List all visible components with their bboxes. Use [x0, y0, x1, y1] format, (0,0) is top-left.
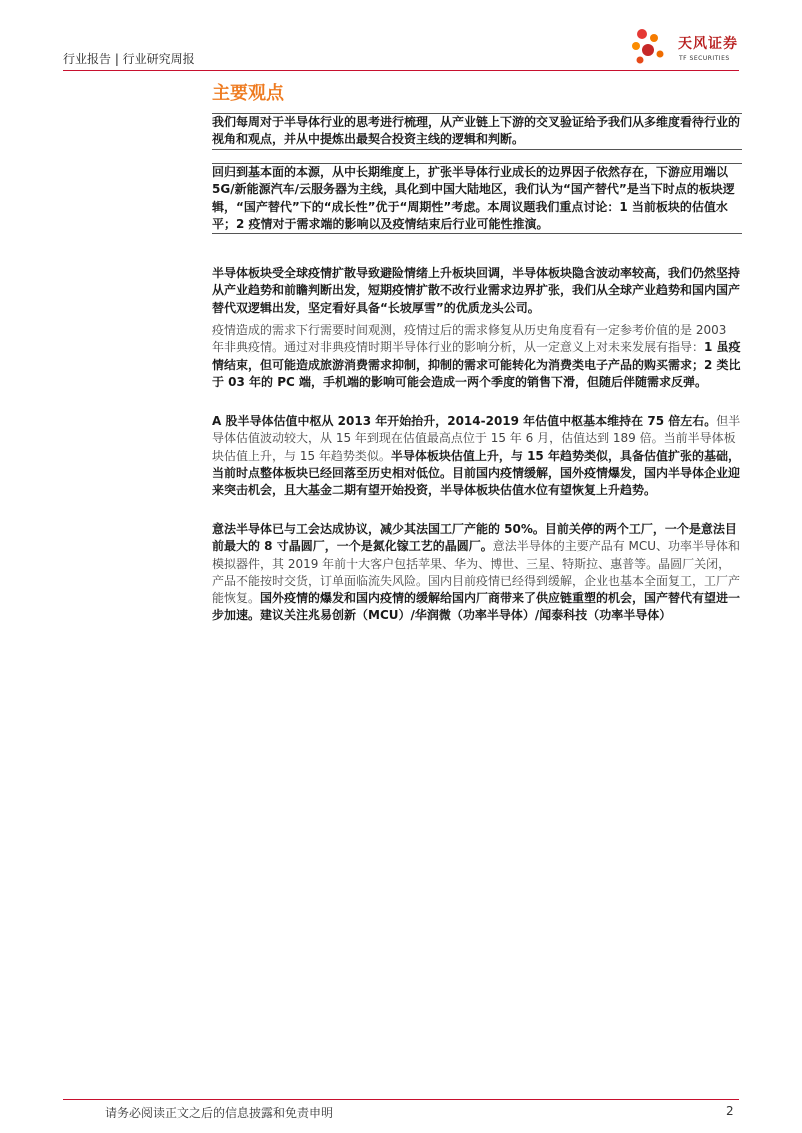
paragraph-valuation-key: 半导体板块估值上升，与 15 年趋势类似，具备估值扩张的基础，当前时点整体板块已经回落至历史相对低位。目前国内疫情缓解，国外疫情爆发，国内半导体企业迎来突击机会，且大基金二期有望开始投资，半导体板块估值水位有望恢复上升趋势。	[212, 448, 741, 498]
paragraph-stmicro-mid: 意法半导体的主要产品有 MCU、功率半导体和模拟器件，其 2019 年前十大客户包括苹果、华为、博世、三星、特斯拉、惠普等。晶圆厂关闭，产品不能按时交货，订单面临流失风险。国内目前疫情已经得到缓解，企业也基本全面复工，工厂产能恢复。	[212, 539, 741, 606]
paragraph-intro-text: 我们每周对于半导体行业的思考进行梳理，从产业链上下游的交叉验证给予我们从多维度看待行业的视角和观点，并从中提炼出最契合投资主线的逻辑和判断。	[212, 115, 741, 147]
footer-divider	[63, 1099, 739, 1100]
paragraph-stmicro-lead: 意法半导体已与工会达成协议，减少其法国工厂产能的 50%。目前关停的两个工厂，一个是意法目前最大的 8 寸晶圆厂，一个是氮化镓工艺的晶圆厂。	[212, 522, 737, 554]
footer-disclaimer: 请务必阅读正文之后的信息披露和免责申明	[105, 1106, 334, 1120]
paragraph-demand-key: 1 虽疫情结束，但可能造成旅游消费需求抑制，抑制的需求可能转化为消费类电子产品的购买需求；2 类比于 03 年的 PC 端，手机端的影响可能会造成一两个季度的销售下滑，但随后伴随需求反弹。	[212, 340, 741, 389]
section-title: 主要观点	[212, 83, 284, 104]
paragraph-stmicro-key: 国外疫情的爆发和国内疫情的缓解给国内厂商带来了供应链重塑的机会，国产替代有望进一步加速。建议关注兆易创新（MCU）/华润微（功率半导体）/闻泰科技（功率半导体）	[212, 591, 741, 623]
paragraph-intro	[212, 113, 742, 150]
paragraph-demand-lead: 疫情造成的需求下行需要时间观测，疫情过后的需求修复从历史角度看有一定参考价值的是 2003 年非典疫情。通过对非典疫情时期半导体行业的影响分析，从一定意义上对未来发展有指导：	[212, 323, 727, 355]
paragraph-demand	[212, 322, 742, 391]
report-breadcrumb: 行业报告 | 行业研究周报	[63, 52, 195, 66]
paragraph-stmicro	[212, 521, 742, 625]
paragraph-fundamentals-text: 回归到基本面的本源，从中长期维度上，扩张半导体行业成长的边界因子依然存在，下游应用端以 5G/新能源汽车/云服务器为主线，具化到中国大陆地区，我们认为“国产替代”是当下时点的板块逻辑，“国产替代”下的“成长性”优于“周期性”考虑。本周议题我们重点讨论：1 当前板块的估值水平；2 疫情对于需求端的影响以及疫情结束后行业可能性推演。	[212, 165, 735, 231]
logo-subtitle: TF SECURITIES	[679, 55, 730, 62]
paragraph-valuation-mid: 但半导体估值波动较大，从 15 年到现在估值最高点位于 15 年 6 月，估值达到 189 倍。当前半导体板块估值上升，与 15 年趋势类似。	[212, 414, 741, 463]
paragraph-fundamentals	[212, 163, 742, 234]
header-divider	[63, 70, 739, 71]
paragraph-valuation	[212, 413, 742, 499]
page-number: 2	[726, 1104, 734, 1118]
paragraph-volatility	[212, 265, 742, 317]
paragraph-valuation-lead: A 股半导体估值中枢从 2013 年开始抬升，2014-2019 年估值中枢基本维持在 75 倍左右。	[212, 414, 717, 428]
logo-name: 天风证券	[678, 36, 738, 52]
paragraph-volatility-text: 半导体板块受全球疫情扩散导致避险情绪上升板块回调，半导体板块隐含波动率较高，我们仍然坚持从产业趋势和前瞻判断出发，短期疫情扩散不改行业需求边界扩张，我们从全球产业趋势和国内国产替代双逻辑出发，坚定看好具备“长坡厚雪”的优质龙头公司。	[212, 266, 741, 315]
